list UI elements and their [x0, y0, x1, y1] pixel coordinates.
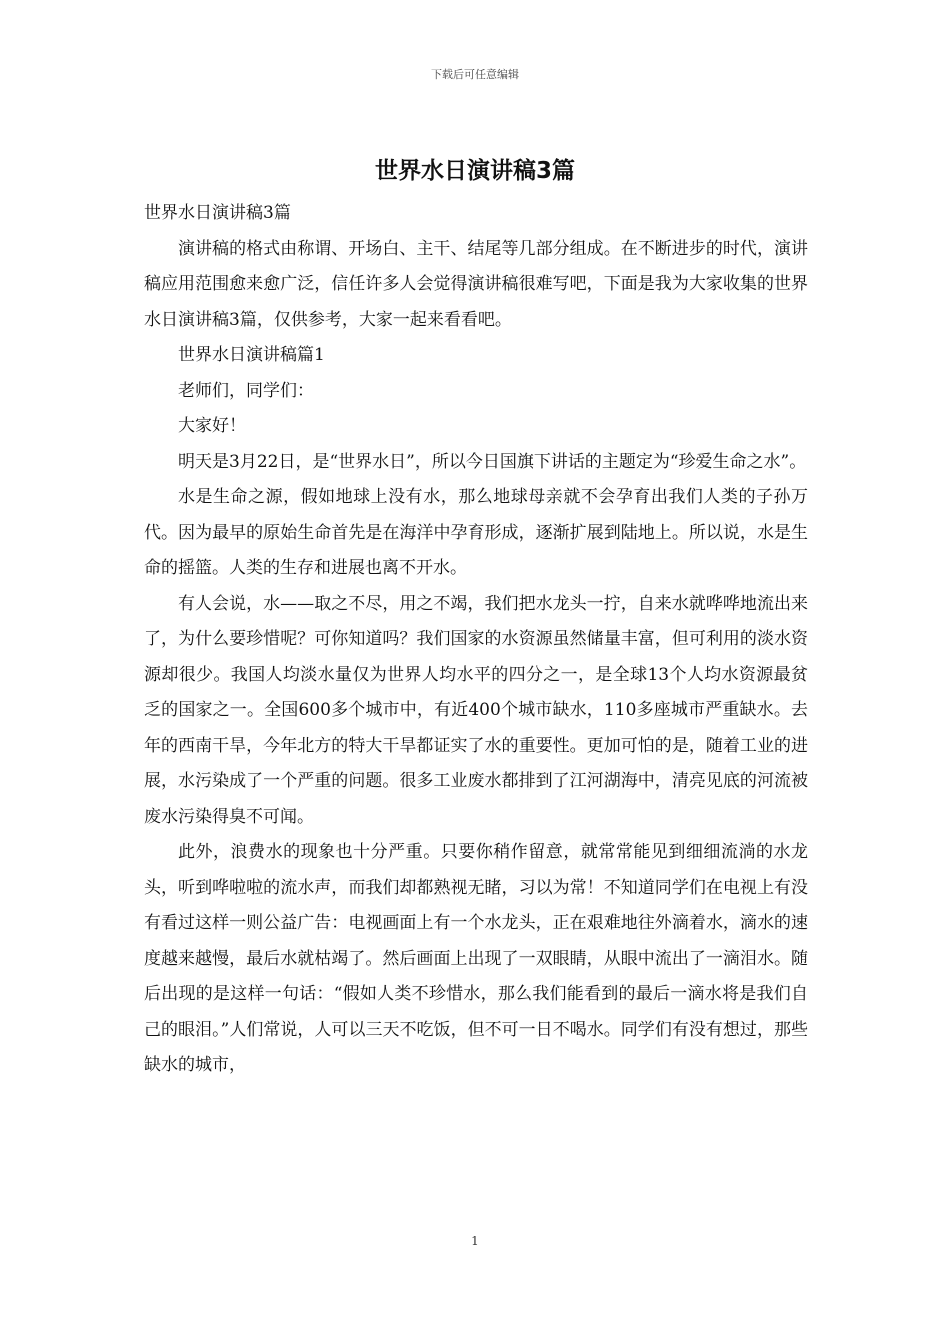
paragraph-salutation: 老师们，同学们： [178, 380, 314, 401]
document-body [144, 196, 808, 1084]
document-subtitle: 世界水日演讲稿3篇 [144, 203, 291, 223]
paragraph-source-of-life: 水是生命之源，假如地球上没有水，那么地球母亲就不会孕育出我们人类的子孙万代。因为最早的原始生命首先是在海洋中孕育形成，逐渐扩展到陆地上。所以说，水是生命的摇篮。人类的生存和进展也离不开水。 [144, 487, 808, 578]
paragraph-intro: 演讲稿的格式由称谓、开场白、主干、结尾等几部分组成。在不断进步的时代，演讲稿应用范围愈来愈广泛，信任许多人会觉得演讲稿很难写吧，下面是我为大家收集的世界水日演讲稿3篇，仅供参考，大家一起来看看吧。 [144, 238, 808, 330]
section-heading: 世界水日演讲稿篇1 [178, 345, 325, 365]
page-number: 1 [471, 1234, 479, 1248]
paragraph-theme: 明天是3月22日，是“世界水日”，所以今日国旗下讲话的主题定为“珍爱生命之水”。 [178, 451, 807, 472]
paragraph-water-resources: 有人会说，水——取之不尽，用之不竭，我们把水龙头一拧，自来水就哗哗地流出来了，为什么要珍惜呢？可你知道吗？我们国家的水资源虽然储量丰富，但可利用的淡水资源却很少。我国人均淡水量仅为世界人均水平的四分之一，是全球13个人均水资源最贫乏的国家之一。全国600多个城市中，有近400个城市缺水，110多座城市严重缺水。去年的西南干旱，今年北方的特大干旱都证实了水的重要性。更加可怕的是，随着工业的进展，水污染成了一个严重的问题。很多工业废水都排到了江河湖海中，清亮见底的河流被废水污染得臭不可闻。 [144, 593, 808, 827]
paragraph-greeting: 大家好！ [178, 416, 246, 436]
document-title: 世界水日演讲稿3篇 [374, 158, 575, 184]
paragraph-water-waste: 此外，浪费水的现象也十分严重。只要你稍作留意，就常常能见到细细流淌的水龙头，听到哗啦啦的流水声，而我们却都熟视无睹，习以为常！不知道同学们在电视上有没有看过这样一则公益广告：电视画面上有一个水龙头，正在艰难地往外滴着水，滴水的速度越来越慢，最后水就枯竭了。然后画面上出现了一双眼睛，从眼中流出了一滴泪水。随后出现的是这样一句话：“假如人类不珍惜水，那么我们能看到的最后一滴水将是我们自己的眼泪。”人们常说，人可以三天不吃饭，但不可一日不喝水。同学们有没有想过，那些缺水的城市， [144, 842, 808, 1075]
header-note: 下载后可任意编辑 [431, 68, 519, 81]
